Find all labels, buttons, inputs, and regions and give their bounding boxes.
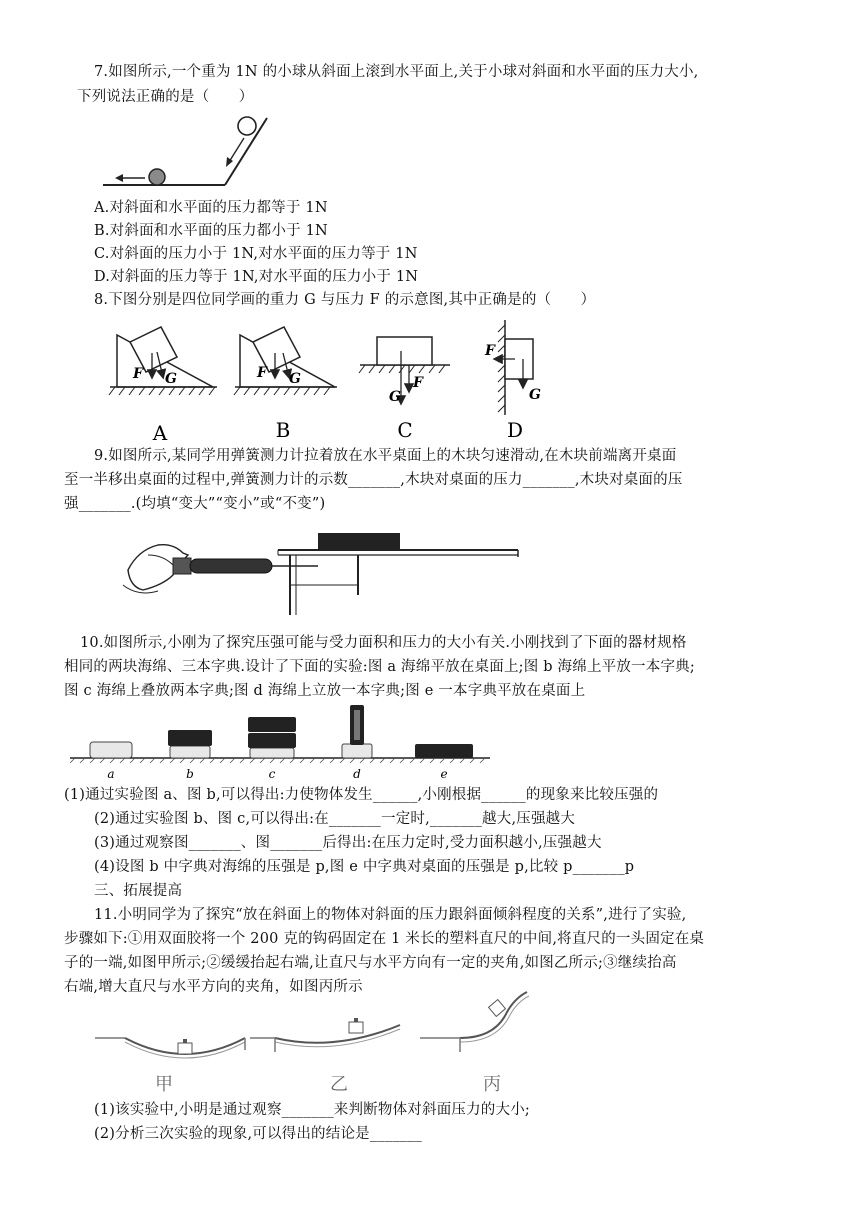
q8-diagram-c: [359, 337, 450, 405]
q11-stem-line3: 子的一端,如图甲所示;②缓缓抬起右端,让直尺与水平方向有一定的夹角,如图乙所示;③继续抬高: [64, 955, 677, 971]
q8-c-f-label: F: [413, 375, 423, 391]
q7-option-b: B.对斜面和水平面的压力都小于 1N: [94, 223, 328, 239]
section-3-title: 三、拓展提高: [94, 883, 183, 899]
q9-spring-scale-figure: [118, 525, 538, 620]
q8-caption-b: B: [275, 418, 291, 442]
q11-sub1: (1)该实验中,小明是通过观察_______来判断物体对斜面压力的大小;: [94, 1102, 530, 1118]
q10-fig-label-d: d: [353, 767, 361, 781]
q8-c-g-label: G: [389, 389, 401, 405]
q11-stem-line1: 11.小明同学为了探究“放在斜面上的物体对斜面的压力跟斜面倾斜程度的关系”,进行了实验,: [94, 907, 687, 923]
q9-stem-line2: 至一半移出桌面的过程中,弹簧测力计的示数_______,木块对桌面的压力_______,木块对桌面的压: [64, 472, 683, 488]
q11-stem-line4: 右端,增大直尺与水平方向的夹角，如图丙所示: [64, 979, 363, 995]
q10-stem-line2: 相同的两块海绵、三本字典.设计了下面的实验:图 a 海绵平放在桌面上;图 b 海绵上平放一本字典;: [64, 659, 695, 675]
q8-force-diagrams: [105, 315, 565, 445]
q7-option-d: D.对斜面的压力等于 1N,对水平面的压力小于 1N: [94, 269, 419, 285]
q8-diagram-a: [109, 327, 217, 395]
q7-ball-slope-figure: [95, 110, 285, 195]
q9-stem-line1: 9.如图所示,某同学用弹簧测力计拉着放在水平桌面上的木块匀速滑动,在木块前端离开桌面: [94, 448, 677, 464]
q10-sub4: (4)设图 b 中字典对海绵的压强是 p,图 e 中字典对桌面的压强是 p,比较 p_______p: [94, 859, 635, 875]
q7-stem-line1: 7.如图所示,一个重为 1N 的小球从斜面上滚到水平面上,关于小球对斜面和水平面的压力大小,: [94, 64, 699, 80]
q10-fig-label-c: c: [268, 767, 276, 781]
q7-option-a: A.对斜面和水平面的压力都等于 1N: [94, 200, 328, 216]
q9-stem-line3: 强_______.(均填“变大”“变小”或“不变”): [64, 496, 326, 512]
q11-figure-bing: [420, 992, 529, 1095]
q11-label-yi: 乙: [330, 1074, 348, 1095]
q10-stem-line3: 图 c 海绵上叠放两本字典;图 d 海绵上立放一本字典;图 e 一本字典平放在桌面上: [64, 683, 586, 699]
q8-caption-a: A: [152, 421, 168, 445]
q11-figure-jia: [95, 1038, 245, 1095]
q8-diagram-d: [484, 320, 541, 415]
q8-caption-c: C: [397, 418, 413, 442]
q11-label-jia: 甲: [155, 1074, 173, 1095]
q10-sponge-dictionary-figure: [70, 700, 490, 785]
q10-fig-label-a: a: [107, 767, 115, 781]
q10-stem-line1: 10.如图所示,小刚为了探究压强可能与受力面积和压力的大小有关.小刚找到了下面的器材规格: [80, 635, 687, 651]
q8-d-g-label: G: [529, 387, 541, 403]
q8-stem: 8.下图分别是四位同学画的重力 G 与压力 F 的示意图,其中正确是的（ ）: [94, 292, 596, 308]
q10-sub2: (2)通过实验图 b、图 c,可以得出:在_______一定时,_______越大,压强越大: [94, 811, 576, 827]
q8-a-g-label: G: [165, 371, 177, 387]
q7-stem-line2: 下列说法正确的是（ ）: [77, 89, 254, 105]
q11-stem-line2: 步骤如下:①用双面胶将一个 200 克的钩码固定在 1 米长的塑料直尺的中间,将直尺的一头固定在桌: [64, 931, 705, 947]
q8-diagram-b: [234, 327, 337, 395]
q10-fig-label-e: e: [440, 767, 448, 781]
q7-option-c: C.对斜面的压力小于 1N,对水平面的压力等于 1N: [94, 246, 418, 262]
q10-sub3: (3)通过观察图_______、图_______后得出:在压力定时,受力面积越小,压强越大: [94, 835, 602, 851]
q8-b-g-label: G: [289, 371, 301, 387]
q11-sub2: (2)分析三次实验的现象,可以得出的结论是_______: [94, 1126, 422, 1142]
q11-figure-yi: [250, 1018, 400, 1095]
q8-caption-d: D: [506, 418, 524, 442]
q10-sub1: (1)通过实验图 a、图 b,可以得出:力使物体发生______,小刚根据______的现象来比较压强的: [64, 787, 659, 803]
q8-a-f-label: F: [133, 366, 143, 382]
q11-ruler-slope-figure: [95, 990, 545, 1095]
q8-d-f-label: F: [485, 343, 495, 359]
q8-b-f-label: F: [257, 365, 267, 381]
q10-fig-label-b: b: [186, 767, 194, 781]
q11-label-bing: 丙: [483, 1074, 501, 1095]
